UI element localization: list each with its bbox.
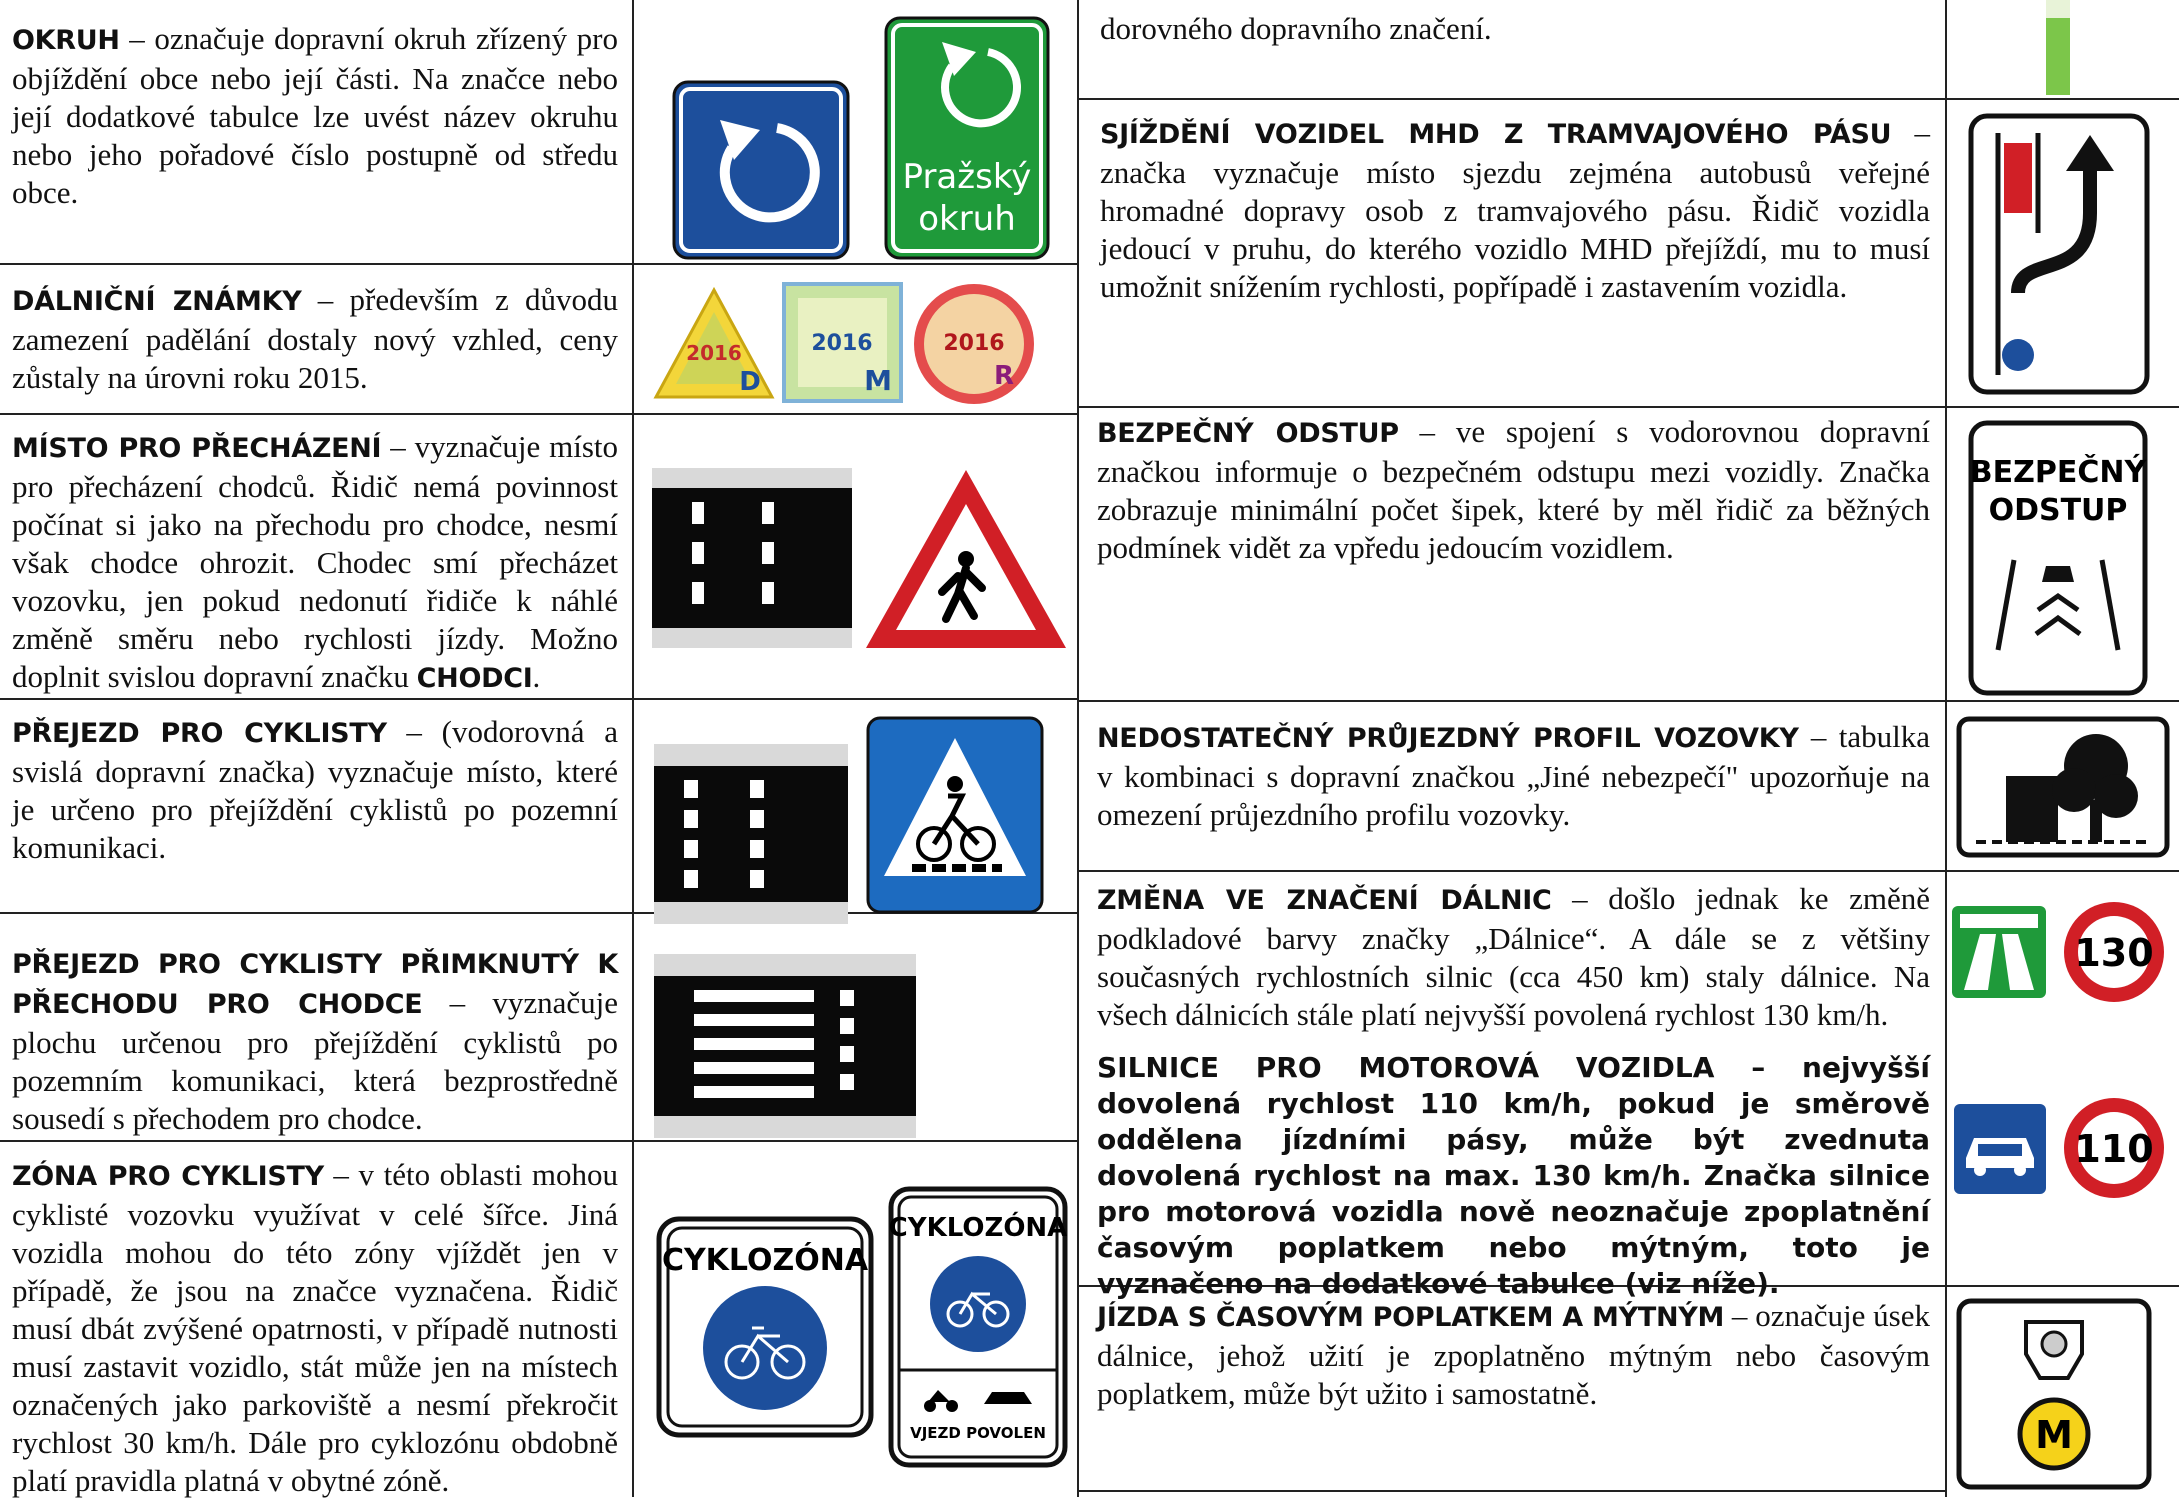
svg-text:CYKLOZÓNA: CYKLOZÓNA bbox=[661, 1243, 869, 1278]
svg-text:130: 130 bbox=[2074, 931, 2154, 975]
partial-text-top: dorovného dopravního značení. bbox=[1100, 11, 1492, 46]
sjizdeni-mhd-text: SJÍŽDĚNÍ VOZIDEL MHD Z TRAMVAJOVÉHO PÁSU – značka vyznačuje místo sjezdu zejména autobusů veřejné hromadné dopravy osob z tramvajového pásu. Řidič vozidla jedoucí v pruhu, do kterého vozidlo MHD přejíždí, mu to musí umožnit snížením rychlosti, popřípadě i zastavením vozidla. bbox=[1100, 115, 1931, 304]
prejezd-pro-cyklisty-text: PŘEJEZD PRO CYKLISTY – (vodorovná a svislá dopravní značka) vyznačuje místo, které je určeno pro přejíždění cyklistů po pozemní komunikaci. bbox=[12, 714, 618, 865]
row-divider bbox=[1077, 700, 2179, 702]
green-marking-post bbox=[2038, 0, 2078, 95]
speed-limit-130-sign bbox=[2062, 900, 2166, 1004]
okruh-text: OKRUH – označuje dopravní okruh zřízený pro objíždění obce nebo její části. Na značce nebo její dodatkové tabulce lze uvést název okruhu nebo jeho pořadové číslo postupně od středu obce. bbox=[12, 21, 618, 210]
column-divider-center bbox=[1077, 0, 1079, 1497]
dalnicni-znamky-text: DÁLNIČNÍ ZNÁMKY – především z důvodu zamezení padělání dostaly nový vzhled, ceny zůstaly na úrovni roku 2015. bbox=[12, 282, 618, 395]
silnice-motorova-text: SILNICE PRO MOTOROVÁ VOZIDLA – nejvyšší dovolená rychlost 110 km/h, pokud je směrově oddělena jízdními pásy, může být zvednuta dovolená rychlost na max. 130 km/h. Značka silnice pro motorová vozidla nově neoznačuje zpoplatnění časovým poplatkem nebo mýtným, toto je vyznačeno na dodatkové tabulce (viz níže). bbox=[1097, 1051, 1930, 1300]
svg-text:M: M bbox=[864, 364, 892, 397]
misto-pro-prechazeni-text: MÍSTO PRO PŘECHÁZENÍ – vyznačuje místo pro přecházení chodců. Řidič nemá povinnost počínat si jako na přechodu pro chodce, nesmí však chodce ohrozit. Chodec smí přecházet vozovku, jen pokud nedonutí řidiče k náhlé změně směru nebo rychlosti jízdy. Možno doplnit svislou dopravní značku CHODCI. bbox=[12, 429, 618, 694]
svg-text:M: M bbox=[2035, 1413, 2073, 1457]
svg-text:110: 110 bbox=[2074, 1127, 2154, 1171]
prejezd-primknuty-text: PŘEJEZD PRO CYKLISTY PŘIMKNUTÝ K PŘECHODU PRO CHODCE – vyznačuje plochu určenou pro přejíždění cyklistů po pozemním komunikaci, která bezprostředně sousedí s přechodem pro chodce. bbox=[12, 949, 619, 1136]
svg-text:2016: 2016 bbox=[686, 341, 742, 365]
speed-limit-110-sign bbox=[2062, 1096, 2166, 1200]
bezpecny-odstup-sign bbox=[1968, 420, 2148, 696]
row-divider bbox=[0, 413, 1077, 415]
svg-text:BEZPEČNÝ: BEZPEČNÝ bbox=[1969, 455, 2147, 490]
row-divider bbox=[1077, 98, 2179, 100]
row-divider bbox=[1077, 406, 2179, 408]
row-divider bbox=[0, 263, 1077, 265]
pruzjezdny-profil-text: NEDOSTATEČNÝ PRŮJEZDNÝ PROFIL VOZOVKY – tabulka v kombinaci s dopravní značkou „Jiné nebezpečí" upozorňuje na omezení průjezdního profilu vozovky. bbox=[1097, 719, 1930, 832]
svg-text:D: D bbox=[739, 367, 761, 397]
cycle-crossing-sign bbox=[866, 716, 1044, 914]
cyklozona-sign bbox=[656, 1216, 874, 1438]
jizda-poplatek-text: JÍZDA S ČASOVÝM POPLATKEM A MÝTNÝM – označuje úsek dálnice, jehož užití je zpoplatněno mýtným nebo časovým poplatkem, může být užito i samostatně. bbox=[1097, 1298, 1931, 1411]
toll-sign bbox=[1956, 1298, 2152, 1490]
svg-text:2016: 2016 bbox=[943, 331, 1005, 356]
prazsky-okruh-label-2: okruh bbox=[918, 199, 1016, 239]
svg-text:CYKLOZÓNA: CYKLOZÓNA bbox=[888, 1213, 1068, 1243]
prazsky-okruh-sign bbox=[884, 16, 1050, 260]
row-divider bbox=[1077, 870, 2179, 872]
svg-text:ODSTUP: ODSTUP bbox=[1988, 493, 2128, 528]
svg-text:VJEZD POVOLEN: VJEZD POVOLEN bbox=[910, 1424, 1046, 1442]
column-divider-left bbox=[632, 0, 634, 1497]
okruh-sign bbox=[672, 80, 850, 260]
cyklozona-vjezd-povolen-sign bbox=[888, 1186, 1068, 1468]
cycle-crossing-road-marking bbox=[654, 744, 848, 924]
row-divider bbox=[0, 698, 1077, 700]
prazsky-okruh-label-1: Pražský bbox=[902, 157, 1032, 197]
vignette-triangle bbox=[652, 282, 777, 404]
zona-pro-cyklisty-text: ZÓNA PRO CYKLISTY – v této oblasti mohou cyklisté vozovku využívat v celé šířce. Jiná vozidla mohou do této zóny vjíždět jen v případě, že jsou na značce vyznačena. Řidič musí dbát zvýšené opatrnosti, v případě nutnosti musí zastavit vozidlo, stát může jen na místech označených jako parkoviště a nesmí překročit rychlost 30 km/h. Dále pro cyklozónu obdobně platí pravidla platná v obytné zóně. bbox=[12, 1157, 618, 1498]
motor-road-sign bbox=[1952, 1102, 2048, 1196]
cycle-pedestrian-crossing-marking bbox=[654, 954, 916, 1138]
row-divider bbox=[0, 1140, 1077, 1142]
vignette-square bbox=[780, 280, 905, 405]
zmena-dalnic-text: ZMĚNA VE ZNAČENÍ DÁLNIC – došlo jednak ke změně podkladové barvy značky „Dálnice“. A dále se z většiny současných rychlostních silnic (cca 450 km) staly dálnice. Na všech dálnicích stále platí nejvyšší povolená rychlost 130 km/h. bbox=[1097, 881, 1930, 1032]
clearance-profile-sign bbox=[1956, 716, 2170, 858]
row-divider bbox=[1077, 1490, 1947, 1492]
crossing-road-marking bbox=[652, 468, 852, 648]
motorway-sign bbox=[1950, 904, 2048, 1000]
vignette-round bbox=[910, 280, 1038, 408]
tram-lane-exit-sign bbox=[1968, 113, 2150, 395]
pedestrian-warning-sign bbox=[862, 464, 1070, 654]
column-divider-right bbox=[1945, 0, 1947, 1497]
svg-text:R: R bbox=[993, 361, 1015, 391]
bezpecny-odstup-text: BEZPEČNÝ ODSTUP – ve spojení s vodorovnou dopravní značkou informuje o bezpečném odstupu mezi vozidly. Značka zobrazuje minimální počet šipek, které by měl řidič za běžných podmínek vidět za vpředu jedoucím vozidlem. bbox=[1097, 414, 1931, 565]
svg-text:2016: 2016 bbox=[811, 331, 873, 356]
